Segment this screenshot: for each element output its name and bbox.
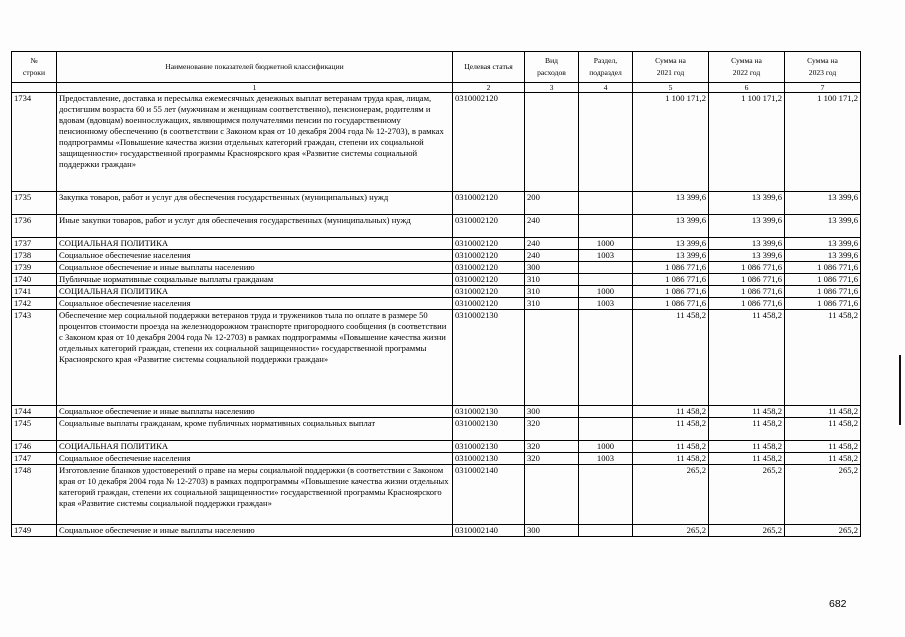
sum-2022: 1 100 171,2 xyxy=(709,93,785,192)
table-row xyxy=(12,215,861,238)
row-number: 1737 xyxy=(12,238,57,250)
section-code xyxy=(579,406,633,418)
sum-2022: 13 399,6 xyxy=(709,238,785,250)
sum-2021: 11 458,2 xyxy=(633,418,709,441)
header-sum-2021: Сумма на 2021 год xyxy=(633,52,709,83)
sum-2023: 11 458,2 xyxy=(785,406,861,418)
sum-2021: 13 399,6 xyxy=(633,192,709,215)
column-number: 1 xyxy=(57,83,453,93)
sum-2022: 1 086 771,6 xyxy=(709,262,785,274)
indicator-name: Социальное обеспечение и иные выплаты населению xyxy=(57,262,453,274)
expense-type: 240 xyxy=(525,215,579,238)
section-code xyxy=(579,262,633,274)
indicator-name: Публичные нормативные социальные выплаты гражданам xyxy=(57,274,453,286)
sum-2021: 11 458,2 xyxy=(633,310,709,406)
sum-2023: 11 458,2 xyxy=(785,453,861,465)
column-numbers-row xyxy=(12,83,861,93)
table-row xyxy=(12,441,861,453)
row-number: 1747 xyxy=(12,453,57,465)
expense-type: 310 xyxy=(525,298,579,310)
section-code: 1003 xyxy=(579,298,633,310)
row-number: 1744 xyxy=(12,406,57,418)
section-code xyxy=(579,192,633,215)
sum-2021: 1 086 771,6 xyxy=(633,262,709,274)
sum-2022: 13 399,6 xyxy=(709,215,785,238)
table-body xyxy=(12,93,861,537)
section-code xyxy=(579,465,633,525)
table-row xyxy=(12,286,861,298)
indicator-name: Изготовление бланков удостоверений о праве на меры социальной поддержки (в соответствии с Законом края от 10 декабря 2004 года № 12-2703) в рамках подпрограммы «Повышение качества жизни отдельных категорий граждан, степени их социальной защищенности» государственной программы Красноярского края «Развитие системы социальной поддержки граждан» xyxy=(57,465,453,525)
table-row xyxy=(12,238,861,250)
table-row xyxy=(12,298,861,310)
section-code: 1000 xyxy=(579,441,633,453)
column-number: 6 xyxy=(709,83,785,93)
header-row-number: № строки xyxy=(12,52,57,83)
indicator-name: Социальное обеспечение и иные выплаты населению xyxy=(57,525,453,537)
sum-2022: 265,2 xyxy=(709,525,785,537)
expense-type: 300 xyxy=(525,525,579,537)
header-sum-2022: Сумма на 2022 год xyxy=(709,52,785,83)
table-row xyxy=(12,192,861,215)
table-row xyxy=(12,465,861,525)
header-section: Раздел, подраздел xyxy=(579,52,633,83)
row-number: 1748 xyxy=(12,465,57,525)
table-row xyxy=(12,93,861,192)
sum-2022: 11 458,2 xyxy=(709,441,785,453)
header-target-article: Целевая статья xyxy=(453,52,525,83)
row-number: 1739 xyxy=(12,262,57,274)
expense-type: 310 xyxy=(525,286,579,298)
indicator-name: Иные закупки товаров, работ и услуг для обеспечения государственных (муниципальных) нужд xyxy=(57,215,453,238)
expense-type: 240 xyxy=(525,238,579,250)
sum-2023: 13 399,6 xyxy=(785,250,861,262)
table-row xyxy=(12,274,861,286)
sum-2021: 11 458,2 xyxy=(633,453,709,465)
indicator-name: СОЦИАЛЬНАЯ ПОЛИТИКА xyxy=(57,441,453,453)
expense-type: 300 xyxy=(525,262,579,274)
table-row xyxy=(12,418,861,441)
section-code xyxy=(579,418,633,441)
sum-2022: 1 086 771,6 xyxy=(709,274,785,286)
table-row xyxy=(12,453,861,465)
row-number: 1736 xyxy=(12,215,57,238)
target-article: 0310002120 xyxy=(453,250,525,262)
column-number: 3 xyxy=(525,83,579,93)
table-row xyxy=(12,406,861,418)
sum-2022: 1 086 771,6 xyxy=(709,298,785,310)
target-article: 0310002120 xyxy=(453,274,525,286)
sum-2022: 1 086 771,6 xyxy=(709,286,785,298)
sum-2021: 11 458,2 xyxy=(633,406,709,418)
target-article: 0310002140 xyxy=(453,465,525,525)
table-row xyxy=(12,525,861,537)
section-code xyxy=(579,93,633,192)
header-sum-2023: Сумма на 2023 год xyxy=(785,52,861,83)
expense-type: 320 xyxy=(525,453,579,465)
table-row xyxy=(12,250,861,262)
target-article: 0310002120 xyxy=(453,298,525,310)
sum-2021: 265,2 xyxy=(633,465,709,525)
row-number: 1741 xyxy=(12,286,57,298)
expense-type: 320 xyxy=(525,418,579,441)
sum-2023: 265,2 xyxy=(785,465,861,525)
budget-table xyxy=(11,51,861,537)
sum-2021: 1 086 771,6 xyxy=(633,298,709,310)
scan-margin-mark xyxy=(899,355,901,425)
indicator-name: СОЦИАЛЬНАЯ ПОЛИТИКА xyxy=(57,238,453,250)
section-code xyxy=(579,525,633,537)
row-number: 1735 xyxy=(12,192,57,215)
sum-2023: 265,2 xyxy=(785,525,861,537)
sum-2021: 1 086 771,6 xyxy=(633,274,709,286)
target-article: 0310002130 xyxy=(453,441,525,453)
sum-2021: 1 086 771,6 xyxy=(633,286,709,298)
sum-2023: 1 086 771,6 xyxy=(785,286,861,298)
page-number: 682 xyxy=(829,598,847,610)
sum-2021: 11 458,2 xyxy=(633,441,709,453)
target-article: 0310002130 xyxy=(453,406,525,418)
section-code: 1003 xyxy=(579,250,633,262)
sum-2021: 13 399,6 xyxy=(633,250,709,262)
sum-2023: 13 399,6 xyxy=(785,238,861,250)
target-article: 0310002120 xyxy=(453,262,525,274)
sum-2021: 13 399,6 xyxy=(633,238,709,250)
sum-2023: 1 100 171,2 xyxy=(785,93,861,192)
row-number: 1745 xyxy=(12,418,57,441)
section-code: 1003 xyxy=(579,453,633,465)
row-number: 1743 xyxy=(12,310,57,406)
target-article: 0310002120 xyxy=(453,215,525,238)
section-code xyxy=(579,215,633,238)
header-indicator-name: Наименование показателей бюджетной классификации xyxy=(57,52,453,83)
expense-type xyxy=(525,310,579,406)
indicator-name: Социальное обеспечение населения xyxy=(57,250,453,262)
target-article: 0310002130 xyxy=(453,453,525,465)
indicator-name: Социальное обеспечение и иные выплаты населению xyxy=(57,406,453,418)
column-number: 7 xyxy=(785,83,861,93)
expense-type: 200 xyxy=(525,192,579,215)
table-row xyxy=(12,310,861,406)
target-article: 0310002140 xyxy=(453,525,525,537)
sum-2021: 265,2 xyxy=(633,525,709,537)
section-code xyxy=(579,274,633,286)
target-article: 0310002130 xyxy=(453,418,525,441)
target-article: 0310002120 xyxy=(453,286,525,298)
expense-type xyxy=(525,93,579,192)
target-article: 0310002120 xyxy=(453,192,525,215)
column-number xyxy=(12,83,57,93)
expense-type: 320 xyxy=(525,441,579,453)
indicator-name: Социальное обеспечение населения xyxy=(57,298,453,310)
column-number: 4 xyxy=(579,83,633,93)
sum-2022: 11 458,2 xyxy=(709,418,785,441)
section-code: 1000 xyxy=(579,286,633,298)
row-number: 1749 xyxy=(12,525,57,537)
indicator-name: Предоставление, доставка и пересылка ежемесячных денежных выплат ветеранам труда края, лицам, достигшим возраста 60 и 55 лет (мужчинам и женщинам соответственно), пенсионерам, родителям и вдовам (вдовцам) военнослужащих, являющимся получателями пенсии по государственному пенсионному обеспечению (в соответствии с Законом края от 10 декабря 2004 года № 12-2703), в рамках подпрограммы «Повышение качества жизни отдельных категорий граждан, степени их социальной защищенности» государственной программы Красноярского края «Развитие системы социальной поддержки граждан» xyxy=(57,93,453,192)
sum-2022: 11 458,2 xyxy=(709,310,785,406)
column-number: 5 xyxy=(633,83,709,93)
row-number: 1738 xyxy=(12,250,57,262)
expense-type: 240 xyxy=(525,250,579,262)
sum-2022: 265,2 xyxy=(709,465,785,525)
sum-2023: 1 086 771,6 xyxy=(785,262,861,274)
row-number: 1734 xyxy=(12,93,57,192)
table-row xyxy=(12,262,861,274)
sum-2022: 13 399,6 xyxy=(709,192,785,215)
sum-2022: 11 458,2 xyxy=(709,453,785,465)
sum-2023: 13 399,6 xyxy=(785,192,861,215)
expense-type: 310 xyxy=(525,274,579,286)
sum-2023: 13 399,6 xyxy=(785,215,861,238)
table-header-row xyxy=(12,52,861,83)
section-code: 1000 xyxy=(579,238,633,250)
section-code xyxy=(579,310,633,406)
sum-2021: 13 399,6 xyxy=(633,215,709,238)
row-number: 1746 xyxy=(12,441,57,453)
indicator-name: СОЦИАЛЬНАЯ ПОЛИТИКА xyxy=(57,286,453,298)
sum-2022: 13 399,6 xyxy=(709,250,785,262)
sum-2022: 11 458,2 xyxy=(709,406,785,418)
indicator-name: Обеспечение мер социальной поддержки ветеранов труда и тружеников тыла по оплате в размере 50 процентов стоимости проезда на железнодорожном транспорте пригородного сообщения (в соответствии с Законом края от 10 декабря 2004 года № 12-2703) в рамках подпрограммы «Повышение качества жизни отдельных категорий граждан, степени их социальной защищенности» государственной программы Красноярского края «Развитие системы социальной поддержки граждан» xyxy=(57,310,453,406)
sum-2023: 1 086 771,6 xyxy=(785,274,861,286)
sum-2023: 11 458,2 xyxy=(785,441,861,453)
indicator-name: Социальные выплаты гражданам, кроме публичных нормативных социальных выплат xyxy=(57,418,453,441)
indicator-name: Закупка товаров, работ и услуг для обеспечения государственных (муниципальных) нужд xyxy=(57,192,453,215)
header-expense-type: Вид расходов xyxy=(525,52,579,83)
sum-2021: 1 100 171,2 xyxy=(633,93,709,192)
expense-type: 300 xyxy=(525,406,579,418)
sum-2023: 11 458,2 xyxy=(785,310,861,406)
row-number: 1740 xyxy=(12,274,57,286)
expense-type xyxy=(525,465,579,525)
target-article: 0310002120 xyxy=(453,93,525,192)
target-article: 0310002130 xyxy=(453,310,525,406)
row-number: 1742 xyxy=(12,298,57,310)
sum-2023: 1 086 771,6 xyxy=(785,298,861,310)
column-number: 2 xyxy=(453,83,525,93)
sum-2023: 11 458,2 xyxy=(785,418,861,441)
indicator-name: Социальное обеспечение населения xyxy=(57,453,453,465)
target-article: 0310002120 xyxy=(453,238,525,250)
